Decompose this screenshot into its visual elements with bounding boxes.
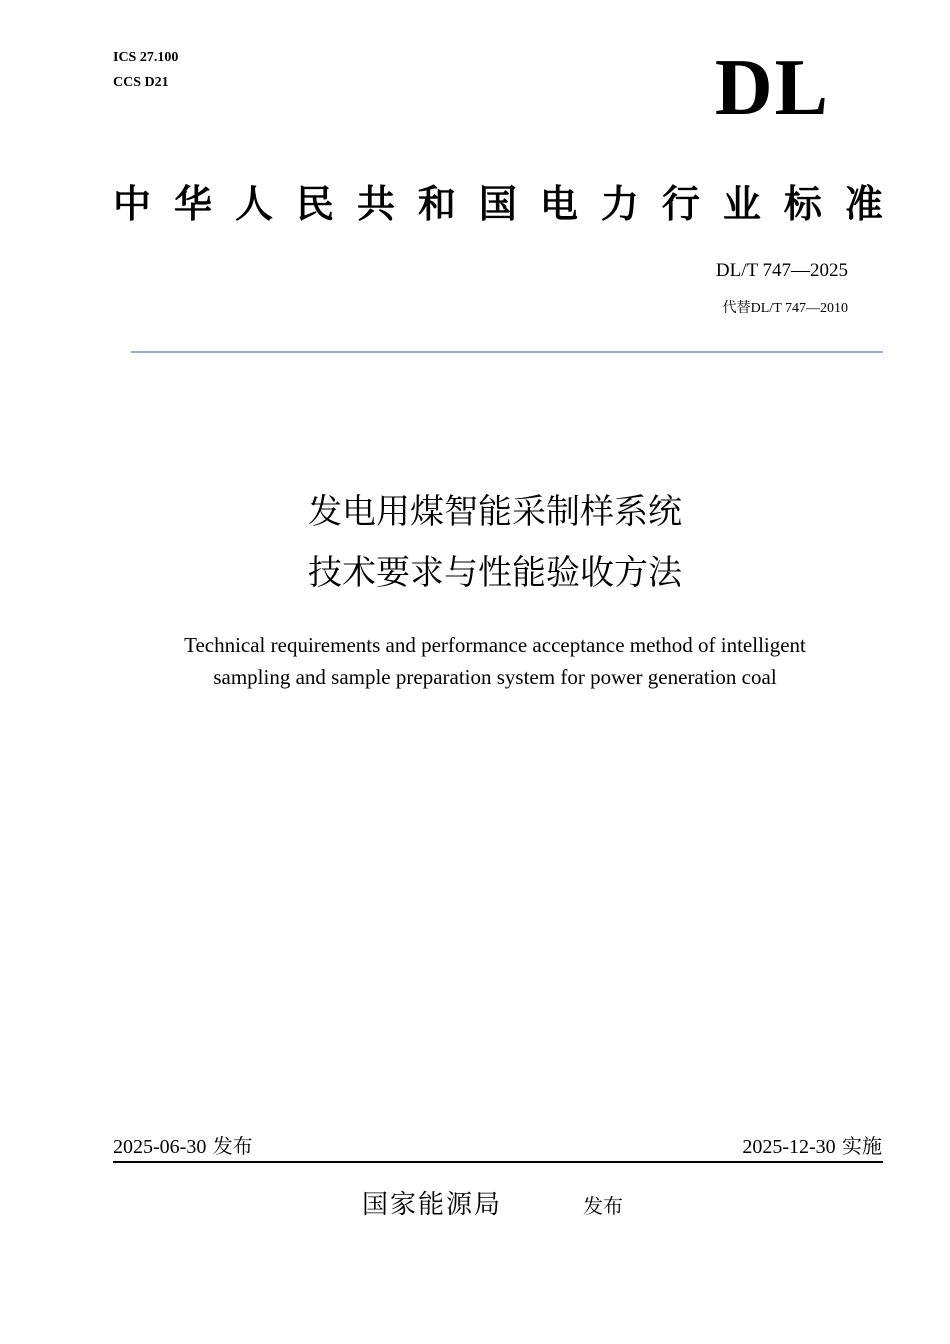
heading-char: 人: [234, 182, 273, 226]
heading-char: 行: [661, 182, 700, 226]
implement-date: 2025-12-30: [742, 1136, 836, 1158]
title-cn-line2: 技术要求与性能验收方法: [308, 553, 682, 593]
implement-date-line: [742, 1133, 882, 1160]
implement-word: 实施: [842, 1134, 882, 1158]
heading-char: 标: [783, 182, 822, 226]
top-divider: [131, 351, 883, 353]
issue-date-line: [113, 1133, 253, 1160]
bottom-divider: [113, 1161, 883, 1163]
replaces-prefix: 代替: [722, 300, 751, 316]
replaces-note: [723, 299, 848, 318]
standard-number: DL/T 747—2025: [715, 260, 848, 281]
issuer-issued-word: 发布: [583, 1194, 623, 1218]
issuer-name: 国家能源局: [362, 1190, 503, 1220]
ccs-code: CCS D21: [113, 75, 169, 90]
replaces-code: DL/T 747—2010: [750, 301, 848, 316]
heading-char: 民: [295, 182, 334, 226]
heading-char: 力: [600, 182, 639, 226]
issue-date: 2025-06-30: [113, 1136, 207, 1158]
heading-char: 华: [173, 182, 212, 226]
title-cn-line1: 发电用煤智能采制样系统: [308, 492, 682, 532]
standard-heading: [113, 180, 883, 228]
title-en-line2: sampling and sample preparation system for power generation coal: [213, 665, 777, 689]
title-en-line1: Technical requirements and performance acceptance method of intelligent: [184, 633, 806, 657]
ics-code: ICS 27.100: [113, 50, 179, 65]
heading-char: 国: [478, 182, 517, 226]
heading-char: 准: [844, 182, 883, 226]
heading-char: 和: [417, 182, 456, 226]
heading-char: 中: [113, 182, 152, 226]
dl-logo: DL: [714, 44, 830, 132]
heading-char: 业: [722, 182, 761, 226]
heading-char: 共: [356, 182, 395, 226]
issue-word: 发布: [212, 1134, 253, 1158]
heading-char: 电: [539, 182, 578, 226]
